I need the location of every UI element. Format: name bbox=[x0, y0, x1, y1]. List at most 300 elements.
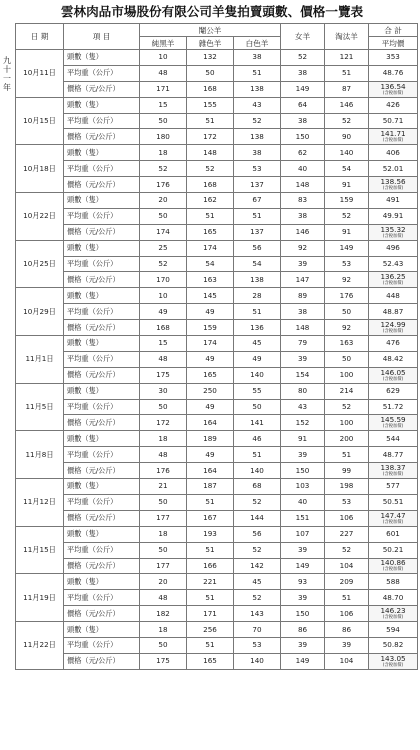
item-label: 平均重（公斤） bbox=[64, 637, 140, 653]
value-cell: 151 bbox=[281, 510, 325, 526]
total-cell: 594 bbox=[369, 622, 418, 638]
value-cell: 168 bbox=[187, 177, 234, 193]
value-cell: 43 bbox=[281, 399, 325, 415]
value-cell: 200 bbox=[325, 431, 369, 447]
table-row bbox=[16, 65, 418, 81]
table-row bbox=[16, 558, 418, 574]
tax-note: (含稅加價) bbox=[382, 567, 404, 573]
table-row bbox=[16, 304, 418, 320]
item-label: 價格（元/公斤） bbox=[64, 606, 140, 622]
value-cell: 52 bbox=[187, 161, 234, 177]
value-cell: 51 bbox=[187, 542, 234, 558]
value-cell: 40 bbox=[281, 161, 325, 177]
value-cell: 136 bbox=[234, 320, 281, 336]
date-cell: 10月18日 bbox=[16, 145, 64, 193]
item-label: 頭數（隻） bbox=[64, 336, 140, 352]
value-cell: 140 bbox=[234, 653, 281, 669]
item-label: 價格（元/公斤） bbox=[64, 320, 140, 336]
value-cell: 52 bbox=[325, 113, 369, 129]
total-cell: 476 bbox=[369, 336, 418, 352]
value-cell: 100 bbox=[325, 367, 369, 383]
value-cell: 46 bbox=[234, 431, 281, 447]
value-cell: 174 bbox=[187, 336, 234, 352]
value-cell: 155 bbox=[187, 97, 234, 113]
table-row bbox=[16, 336, 418, 352]
table-row bbox=[16, 399, 418, 415]
avg-price-value: 141.71 bbox=[380, 129, 406, 139]
total-cell: 49.91 bbox=[369, 208, 418, 224]
table-row bbox=[16, 256, 418, 272]
value-cell: 10 bbox=[140, 288, 187, 304]
value-cell: 67 bbox=[234, 193, 281, 209]
value-cell: 80 bbox=[281, 383, 325, 399]
avg-price-cell bbox=[369, 272, 418, 288]
value-cell: 92 bbox=[325, 320, 369, 336]
value-cell: 167 bbox=[187, 510, 234, 526]
value-cell: 159 bbox=[325, 193, 369, 209]
table-row bbox=[16, 113, 418, 129]
avg-price-cell bbox=[369, 129, 418, 145]
total-cell: 48.77 bbox=[369, 447, 418, 463]
item-label: 價格（元/公斤） bbox=[64, 272, 140, 288]
value-cell: 48 bbox=[140, 65, 187, 81]
value-cell: 39 bbox=[281, 351, 325, 367]
avg-price-value: 138.37 bbox=[380, 463, 406, 473]
table-row bbox=[16, 351, 418, 367]
item-label: 價格（元/公斤） bbox=[64, 653, 140, 669]
avg-price-value: 147.47 bbox=[380, 510, 406, 520]
table-body bbox=[16, 50, 418, 670]
item-label: 價格（元/公斤） bbox=[64, 463, 140, 479]
avg-price-value: 146.05 bbox=[380, 367, 406, 377]
value-cell: 52 bbox=[234, 590, 281, 606]
item-label: 頭數（隻） bbox=[64, 431, 140, 447]
value-cell: 62 bbox=[281, 145, 325, 161]
item-label: 平均重（公斤） bbox=[64, 590, 140, 606]
value-cell: 10 bbox=[140, 50, 187, 66]
value-cell: 15 bbox=[140, 336, 187, 352]
avg-price-cell bbox=[369, 415, 418, 431]
value-cell: 51 bbox=[234, 447, 281, 463]
item-label: 價格（元/公斤） bbox=[64, 510, 140, 526]
date-cell: 11月8日 bbox=[16, 431, 64, 479]
value-cell: 52 bbox=[234, 542, 281, 558]
total-cell: 50.51 bbox=[369, 494, 418, 510]
value-cell: 51 bbox=[187, 208, 234, 224]
item-label: 平均重（公斤） bbox=[64, 494, 140, 510]
avg-price-cell bbox=[369, 463, 418, 479]
value-cell: 52 bbox=[140, 161, 187, 177]
avg-price-cell bbox=[369, 606, 418, 622]
table-row bbox=[16, 526, 418, 542]
value-cell: 140 bbox=[234, 463, 281, 479]
value-cell: 198 bbox=[325, 479, 369, 495]
value-cell: 39 bbox=[281, 447, 325, 463]
table-row bbox=[16, 224, 418, 240]
item-label: 頭數（隻） bbox=[64, 97, 140, 113]
item-label: 頭數（隻） bbox=[64, 574, 140, 590]
value-cell: 214 bbox=[325, 383, 369, 399]
value-cell: 51 bbox=[187, 637, 234, 653]
value-cell: 28 bbox=[234, 288, 281, 304]
value-cell: 146 bbox=[325, 97, 369, 113]
value-cell: 15 bbox=[140, 97, 187, 113]
item-label: 平均重（公斤） bbox=[64, 208, 140, 224]
table-row bbox=[16, 494, 418, 510]
value-cell: 174 bbox=[140, 224, 187, 240]
value-cell: 164 bbox=[187, 463, 234, 479]
value-cell: 137 bbox=[234, 224, 281, 240]
item-label: 價格（元/公斤） bbox=[64, 367, 140, 383]
value-cell: 54 bbox=[187, 256, 234, 272]
date-cell: 10月22日 bbox=[16, 193, 64, 241]
value-cell: 150 bbox=[281, 129, 325, 145]
total-cell: 601 bbox=[369, 526, 418, 542]
value-cell: 50 bbox=[325, 351, 369, 367]
table-row bbox=[16, 161, 418, 177]
item-label: 平均重（公斤） bbox=[64, 399, 140, 415]
item-label: 頭數（隻） bbox=[64, 50, 140, 66]
item-label: 平均重（公斤） bbox=[64, 65, 140, 81]
value-cell: 50 bbox=[234, 399, 281, 415]
value-cell: 99 bbox=[325, 463, 369, 479]
value-cell: 145 bbox=[187, 288, 234, 304]
avg-price-cell bbox=[369, 177, 418, 193]
table-row bbox=[16, 463, 418, 479]
value-cell: 39 bbox=[281, 590, 325, 606]
value-cell: 163 bbox=[325, 336, 369, 352]
table-row bbox=[16, 542, 418, 558]
date-cell: 11月12日 bbox=[16, 479, 64, 527]
header-culled: 淘汰羊 bbox=[325, 24, 369, 50]
header-total: 合 計 bbox=[369, 24, 418, 37]
total-cell: 50.21 bbox=[369, 542, 418, 558]
total-cell: 496 bbox=[369, 240, 418, 256]
value-cell: 49 bbox=[187, 399, 234, 415]
value-cell: 174 bbox=[187, 240, 234, 256]
value-cell: 38 bbox=[234, 145, 281, 161]
item-label: 價格（元/公斤） bbox=[64, 129, 140, 145]
value-cell: 149 bbox=[281, 653, 325, 669]
value-cell: 53 bbox=[234, 161, 281, 177]
value-cell: 138 bbox=[234, 81, 281, 97]
avg-price-value: 136.25 bbox=[380, 272, 406, 282]
value-cell: 177 bbox=[140, 558, 187, 574]
value-cell: 165 bbox=[187, 367, 234, 383]
total-cell: 51.72 bbox=[369, 399, 418, 415]
value-cell: 45 bbox=[234, 336, 281, 352]
date-cell: 10月29日 bbox=[16, 288, 64, 336]
value-cell: 103 bbox=[281, 479, 325, 495]
value-cell: 38 bbox=[281, 304, 325, 320]
value-cell: 171 bbox=[187, 606, 234, 622]
table-row bbox=[16, 447, 418, 463]
value-cell: 38 bbox=[281, 65, 325, 81]
total-cell: 48.70 bbox=[369, 590, 418, 606]
year-label-char: 十 bbox=[3, 65, 11, 74]
value-cell: 91 bbox=[281, 431, 325, 447]
total-cell: 48.87 bbox=[369, 304, 418, 320]
table-row bbox=[16, 383, 418, 399]
value-cell: 50 bbox=[140, 113, 187, 129]
table-row bbox=[16, 208, 418, 224]
value-cell: 53 bbox=[325, 256, 369, 272]
value-cell: 50 bbox=[140, 399, 187, 415]
table-row bbox=[16, 415, 418, 431]
table-row bbox=[16, 320, 418, 336]
tax-note: (含稅加價) bbox=[382, 519, 404, 525]
value-cell: 91 bbox=[325, 224, 369, 240]
header-white: 白色羊 bbox=[234, 37, 281, 50]
item-label: 價格（元/公斤） bbox=[64, 177, 140, 193]
date-cell: 10月15日 bbox=[16, 97, 64, 145]
avg-price-cell bbox=[369, 510, 418, 526]
value-cell: 149 bbox=[281, 81, 325, 97]
date-cell: 11月19日 bbox=[16, 574, 64, 622]
value-cell: 56 bbox=[234, 240, 281, 256]
avg-price-cell bbox=[369, 653, 418, 669]
table-row bbox=[16, 510, 418, 526]
value-cell: 18 bbox=[140, 145, 187, 161]
value-cell: 51 bbox=[234, 65, 281, 81]
header-pure-black: 純黑羊 bbox=[140, 37, 187, 50]
item-label: 平均重（公斤） bbox=[64, 542, 140, 558]
value-cell: 51 bbox=[187, 113, 234, 129]
year-label-char: 一 bbox=[3, 74, 11, 83]
year-label-char: 九 bbox=[3, 56, 11, 65]
value-cell: 187 bbox=[187, 479, 234, 495]
year-label-char: 年 bbox=[3, 83, 11, 92]
value-cell: 148 bbox=[281, 177, 325, 193]
value-cell: 52 bbox=[325, 208, 369, 224]
header-item: 項 目 bbox=[64, 24, 140, 50]
value-cell: 39 bbox=[281, 542, 325, 558]
value-cell: 64 bbox=[281, 97, 325, 113]
value-cell: 18 bbox=[140, 622, 187, 638]
value-cell: 30 bbox=[140, 383, 187, 399]
year-label bbox=[1, 56, 13, 92]
value-cell: 45 bbox=[234, 574, 281, 590]
avg-price-value: 138.56 bbox=[380, 177, 406, 187]
value-cell: 51 bbox=[325, 590, 369, 606]
value-cell: 54 bbox=[234, 256, 281, 272]
value-cell: 100 bbox=[325, 415, 369, 431]
avg-price-value: 146.23 bbox=[380, 606, 406, 616]
value-cell: 121 bbox=[325, 50, 369, 66]
tax-note: (含稅加價) bbox=[382, 472, 404, 478]
value-cell: 177 bbox=[140, 510, 187, 526]
total-cell: 52.01 bbox=[369, 161, 418, 177]
item-label: 平均重（公斤） bbox=[64, 113, 140, 129]
value-cell: 39 bbox=[325, 637, 369, 653]
value-cell: 107 bbox=[281, 526, 325, 542]
table-row bbox=[16, 606, 418, 622]
value-cell: 56 bbox=[234, 526, 281, 542]
total-cell: 52.43 bbox=[369, 256, 418, 272]
value-cell: 51 bbox=[234, 208, 281, 224]
value-cell: 138 bbox=[234, 129, 281, 145]
value-cell: 106 bbox=[325, 510, 369, 526]
item-label: 價格（元/公斤） bbox=[64, 558, 140, 574]
value-cell: 256 bbox=[187, 622, 234, 638]
avg-price-cell bbox=[369, 367, 418, 383]
value-cell: 54 bbox=[325, 161, 369, 177]
item-label: 頭數（隻） bbox=[64, 479, 140, 495]
item-label: 頭數（隻） bbox=[64, 383, 140, 399]
value-cell: 193 bbox=[187, 526, 234, 542]
total-cell: 629 bbox=[369, 383, 418, 399]
total-cell: 50.82 bbox=[369, 637, 418, 653]
value-cell: 50 bbox=[325, 304, 369, 320]
value-cell: 176 bbox=[140, 177, 187, 193]
item-label: 頭數（隻） bbox=[64, 145, 140, 161]
value-cell: 52 bbox=[325, 542, 369, 558]
header-date: 日 期 bbox=[16, 24, 64, 50]
value-cell: 50 bbox=[187, 65, 234, 81]
total-cell: 48.42 bbox=[369, 351, 418, 367]
table-row bbox=[16, 177, 418, 193]
price-table bbox=[15, 23, 418, 670]
value-cell: 175 bbox=[140, 367, 187, 383]
value-cell: 39 bbox=[281, 637, 325, 653]
value-cell: 50 bbox=[140, 494, 187, 510]
value-cell: 171 bbox=[140, 81, 187, 97]
table-row bbox=[16, 129, 418, 145]
value-cell: 89 bbox=[281, 288, 325, 304]
value-cell: 144 bbox=[234, 510, 281, 526]
header-female: 女羊 bbox=[281, 24, 325, 50]
total-cell: 577 bbox=[369, 479, 418, 495]
table-row bbox=[16, 431, 418, 447]
value-cell: 51 bbox=[187, 494, 234, 510]
value-cell: 50 bbox=[140, 637, 187, 653]
total-cell: 353 bbox=[369, 50, 418, 66]
header-mixed: 雜色羊 bbox=[187, 37, 234, 50]
total-cell: 406 bbox=[369, 145, 418, 161]
value-cell: 176 bbox=[140, 463, 187, 479]
value-cell: 38 bbox=[234, 50, 281, 66]
item-label: 平均重（公斤） bbox=[64, 161, 140, 177]
total-cell: 491 bbox=[369, 193, 418, 209]
value-cell: 146 bbox=[281, 224, 325, 240]
header-avg-price: 平均價 bbox=[369, 37, 418, 50]
avg-price-value: 143.05 bbox=[380, 653, 406, 663]
tax-note: (含稅加價) bbox=[382, 281, 404, 287]
value-cell: 166 bbox=[187, 558, 234, 574]
value-cell: 40 bbox=[281, 494, 325, 510]
value-cell: 86 bbox=[281, 622, 325, 638]
table-row bbox=[16, 288, 418, 304]
value-cell: 52 bbox=[140, 256, 187, 272]
value-cell: 168 bbox=[187, 81, 234, 97]
avg-price-value: 135.32 bbox=[380, 224, 406, 234]
value-cell: 165 bbox=[187, 224, 234, 240]
value-cell: 143 bbox=[234, 606, 281, 622]
value-cell: 182 bbox=[140, 606, 187, 622]
item-label: 價格（元/公斤） bbox=[64, 81, 140, 97]
value-cell: 140 bbox=[325, 145, 369, 161]
value-cell: 138 bbox=[234, 272, 281, 288]
value-cell: 91 bbox=[325, 177, 369, 193]
item-label: 平均重（公斤） bbox=[64, 351, 140, 367]
value-cell: 148 bbox=[281, 320, 325, 336]
value-cell: 142 bbox=[234, 558, 281, 574]
value-cell: 221 bbox=[187, 574, 234, 590]
value-cell: 83 bbox=[281, 193, 325, 209]
item-label: 頭數（隻） bbox=[64, 193, 140, 209]
avg-price-cell bbox=[369, 320, 418, 336]
value-cell: 55 bbox=[234, 383, 281, 399]
date-cell: 10月11日 bbox=[16, 50, 64, 98]
table-row bbox=[16, 590, 418, 606]
item-label: 平均重（公斤） bbox=[64, 304, 140, 320]
value-cell: 51 bbox=[234, 304, 281, 320]
total-cell: 588 bbox=[369, 574, 418, 590]
value-cell: 48 bbox=[140, 351, 187, 367]
avg-price-value: 136.54 bbox=[380, 81, 406, 91]
value-cell: 49 bbox=[187, 304, 234, 320]
item-label: 頭數（隻） bbox=[64, 622, 140, 638]
value-cell: 18 bbox=[140, 431, 187, 447]
tax-note: (含稅加價) bbox=[382, 424, 404, 430]
value-cell: 92 bbox=[281, 240, 325, 256]
table-row bbox=[16, 81, 418, 97]
value-cell: 159 bbox=[187, 320, 234, 336]
date-cell: 10月25日 bbox=[16, 240, 64, 288]
value-cell: 170 bbox=[140, 272, 187, 288]
value-cell: 51 bbox=[325, 65, 369, 81]
value-cell: 52 bbox=[281, 50, 325, 66]
avg-price-value: 140.86 bbox=[380, 558, 406, 568]
value-cell: 38 bbox=[281, 113, 325, 129]
value-cell: 141 bbox=[234, 415, 281, 431]
value-cell: 48 bbox=[140, 590, 187, 606]
value-cell: 21 bbox=[140, 479, 187, 495]
value-cell: 168 bbox=[140, 320, 187, 336]
avg-price-value: 145.59 bbox=[380, 415, 406, 425]
avg-price-cell bbox=[369, 224, 418, 240]
date-cell: 11月5日 bbox=[16, 383, 64, 431]
total-cell: 50.71 bbox=[369, 113, 418, 129]
value-cell: 154 bbox=[281, 367, 325, 383]
item-label: 平均重（公斤） bbox=[64, 256, 140, 272]
value-cell: 140 bbox=[234, 367, 281, 383]
value-cell: 86 bbox=[325, 622, 369, 638]
table-row bbox=[16, 622, 418, 638]
value-cell: 150 bbox=[281, 463, 325, 479]
avg-price-cell bbox=[369, 558, 418, 574]
value-cell: 68 bbox=[234, 479, 281, 495]
item-label: 頭數（隻） bbox=[64, 288, 140, 304]
tax-note: (含稅加價) bbox=[382, 186, 404, 192]
avg-price-value: 124.99 bbox=[380, 320, 406, 330]
value-cell: 165 bbox=[187, 653, 234, 669]
value-cell: 49 bbox=[187, 351, 234, 367]
value-cell: 52 bbox=[325, 399, 369, 415]
value-cell: 87 bbox=[325, 81, 369, 97]
date-cell: 11月15日 bbox=[16, 526, 64, 574]
total-cell: 48.76 bbox=[369, 65, 418, 81]
value-cell: 50 bbox=[140, 208, 187, 224]
header-castrated-ram-group: 閹公羊 bbox=[140, 24, 281, 37]
value-cell: 132 bbox=[187, 50, 234, 66]
value-cell: 51 bbox=[187, 590, 234, 606]
table-row bbox=[16, 637, 418, 653]
value-cell: 148 bbox=[187, 145, 234, 161]
page-title: 雲林肉品市場股份有限公司羊隻拍賣頭數、價格一覽表 bbox=[60, 4, 364, 19]
value-cell: 149 bbox=[325, 240, 369, 256]
value-cell: 25 bbox=[140, 240, 187, 256]
